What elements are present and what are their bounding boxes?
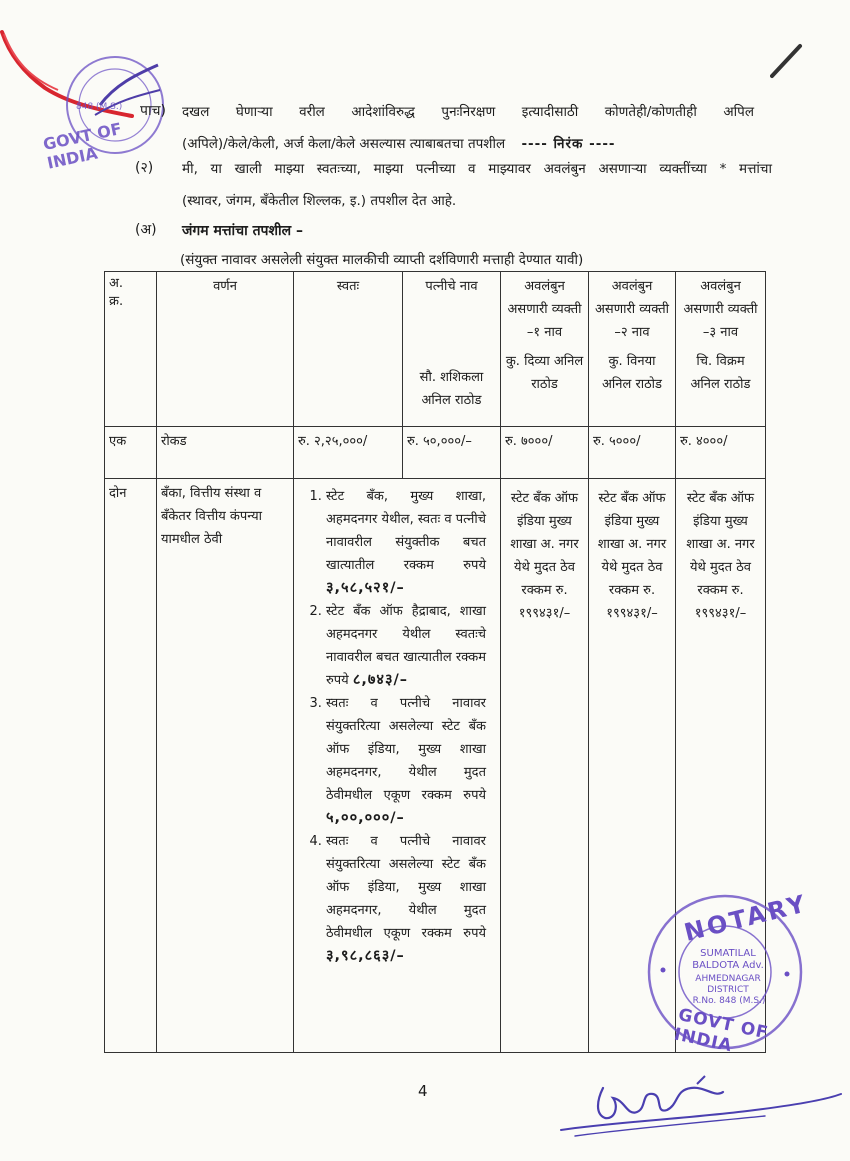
para2-line2: (स्थावर, जंगम, बँकेतील शिल्लक, इ.) तपशील देत आहे. — [182, 193, 457, 209]
header-desc: वर्णन — [157, 272, 294, 427]
para5-line2 — [182, 134, 616, 152]
notary-stamp — [645, 889, 811, 1057]
notary-bottom-text: GOVT OF INDIA — [672, 1004, 771, 1057]
top-stamp-text: GOVT OF INDIA — [41, 118, 124, 173]
header-self: स्वतः — [294, 272, 403, 427]
row1-wife: रु. ५०,०००/– — [403, 427, 501, 479]
deposit-amount: ३,५८,५२१/– — [326, 580, 405, 596]
para2-marker: (२) — [135, 160, 154, 176]
para5-line1: दखल घेणाऱ्या वरील आदेशांविरुद्ध पुनःनिरक्षण इत्यादीसाठी कोणतेही/कोणतीही अपिल — [182, 104, 754, 120]
deposit-amount: ८,७४३/– — [352, 672, 409, 688]
row1-sr: एक — [105, 427, 157, 479]
row2-dep2: स्टेट बँक ऑफ इंडिया मुख्य शाखा अ. नगर येथे मुदत ठेव रक्कम रु. १९९४३१/– — [589, 479, 676, 1053]
notary-district: AHMEDNAGAR DISTRICT — [695, 974, 761, 995]
list-item: 3. स्वतः व पत्नीचे नावावर संयुक्तरित्या असलेल्या स्टेट बँक ऑफ इंडिया, मुख्य शाखा अहमदनगर, येथील मुदत ठेवीमधील एकूण रक्कम रुपये ५,००,०००/– — [326, 692, 488, 830]
list-item: 1. स्टेट बँक, मुख्य शाखा, अहमदनगर येथील, स्वतः व पत्नीचे नावावरील संयुक्तीक बचत खात्यातील रक्कम रुपये ३,५८,५२१/– — [326, 485, 488, 600]
notary-reg: R.No. 848 (M.S.) — [692, 996, 766, 1006]
header-wife: पत्नीचे नाव सौ. शशिकला अनिल राठोड — [403, 272, 501, 427]
dep1-name: कु. दिव्या अनिल राठोड — [505, 354, 584, 392]
header-dep3: अवलंबुन असणारी व्यक्ती –३ नाव चि. विक्रम अनिल राठोड — [676, 272, 766, 427]
dep3-name: चि. विक्रम अनिल राठोड — [690, 354, 751, 392]
row1-dep3: रु. ४०००/ — [676, 427, 766, 479]
list-item: 4. स्वतः व पत्नीचे नावावर संयुक्तरित्या असलेल्या स्टेट बँक ऑफ इंडिया, मुख्य शाखा अहमदनगर, येथील मुदत ठेवीमधील एकूण रक्कम रुपये ३,९८,८६३/– — [326, 830, 488, 968]
header-sr: अ. क्र. — [105, 272, 157, 427]
table-header-row — [105, 272, 766, 427]
header-dep2: अवलंबुन असणारी व्यक्ती –२ नाव कु. विनया अनिल राठोड — [589, 272, 676, 427]
notary-top-text: NOTARY — [681, 889, 811, 947]
row2-dep1: स्टेट बँक ऑफ इंडिया मुख्य शाखा अ. नगर येथे मुदत ठेव रक्कम रु. १९९४३१/– — [501, 479, 589, 1053]
list-item: 2. स्टेट बँक ऑफ हैद्राबाद, शाखा अहमदनगर येथील स्वतःचे नावावरील बचत खात्यातील रक्कम रुपये ८,७४३/– — [326, 600, 488, 692]
row1-desc: रोकड — [157, 427, 294, 479]
dep2-name: कु. विनया अनिल राठोड — [601, 354, 663, 392]
deposit-amount: ३,९८,८६३/– — [326, 948, 405, 964]
top-stamp-reg: 848 (M.S.) — [76, 102, 123, 112]
page-number: 4 — [418, 1082, 428, 1100]
row2-dep3: स्टेट बँक ऑफ इंडिया मुख्य शाखा अ. नगर येथे मुदत ठेव रक्कम रु. १९९४३१/– — [676, 479, 766, 1053]
row1-dep2: रु. ५०००/ — [589, 427, 676, 479]
notary-name: SUMATILAL BALDOTA Adv. — [692, 948, 764, 971]
item-marker: पाच) — [140, 103, 166, 119]
table-row — [105, 427, 766, 479]
header-dep1: अवलंबुन असणारी व्यक्ती –१ नाव कु. दिव्या अनिल राठोड — [501, 272, 589, 427]
row1-self: रु. २,२५,०००/ — [294, 427, 403, 479]
para5-status: ---- निरंक ---- — [521, 136, 616, 152]
row2-sr: दोन — [105, 479, 157, 1053]
pen-mark — [770, 40, 810, 80]
wife-name: सौ. शशिकला अनिल राठोड — [419, 370, 484, 408]
para2-line1: मी, या खाली माझ्या स्वतःच्या, माझ्या पत्नीच्या व माझ्यावर अवलंबुन असणाऱ्या व्यक्तींच्या * मत्तांचा — [182, 161, 772, 177]
row2-desc: बँका, वित्तीय संस्था व बँकेतर वित्तीय कंपन्या यामधील ठेवी — [157, 479, 294, 1053]
deposit-list — [302, 485, 488, 968]
section-a-marker: (अ) — [135, 222, 157, 238]
row1-dep1: रु. ७०००/ — [501, 427, 589, 479]
section-a-note: (संयुक्त नावावर असलेली संयुक्त मालकीची व्याप्ती दर्शविणारी मत्ताही देण्यात यावी) — [180, 252, 584, 268]
row2-items — [294, 479, 501, 1053]
para5-line2-text: (अपिले)/केले/केली, अर्ज केला/केले असल्यास त्याबाबतचा तपशील — [182, 136, 506, 152]
signature — [555, 1070, 845, 1145]
section-a-title: जंगम मत्तांचा तपशील – — [182, 223, 304, 239]
deposit-amount: ५,००,०००/– — [326, 810, 405, 826]
